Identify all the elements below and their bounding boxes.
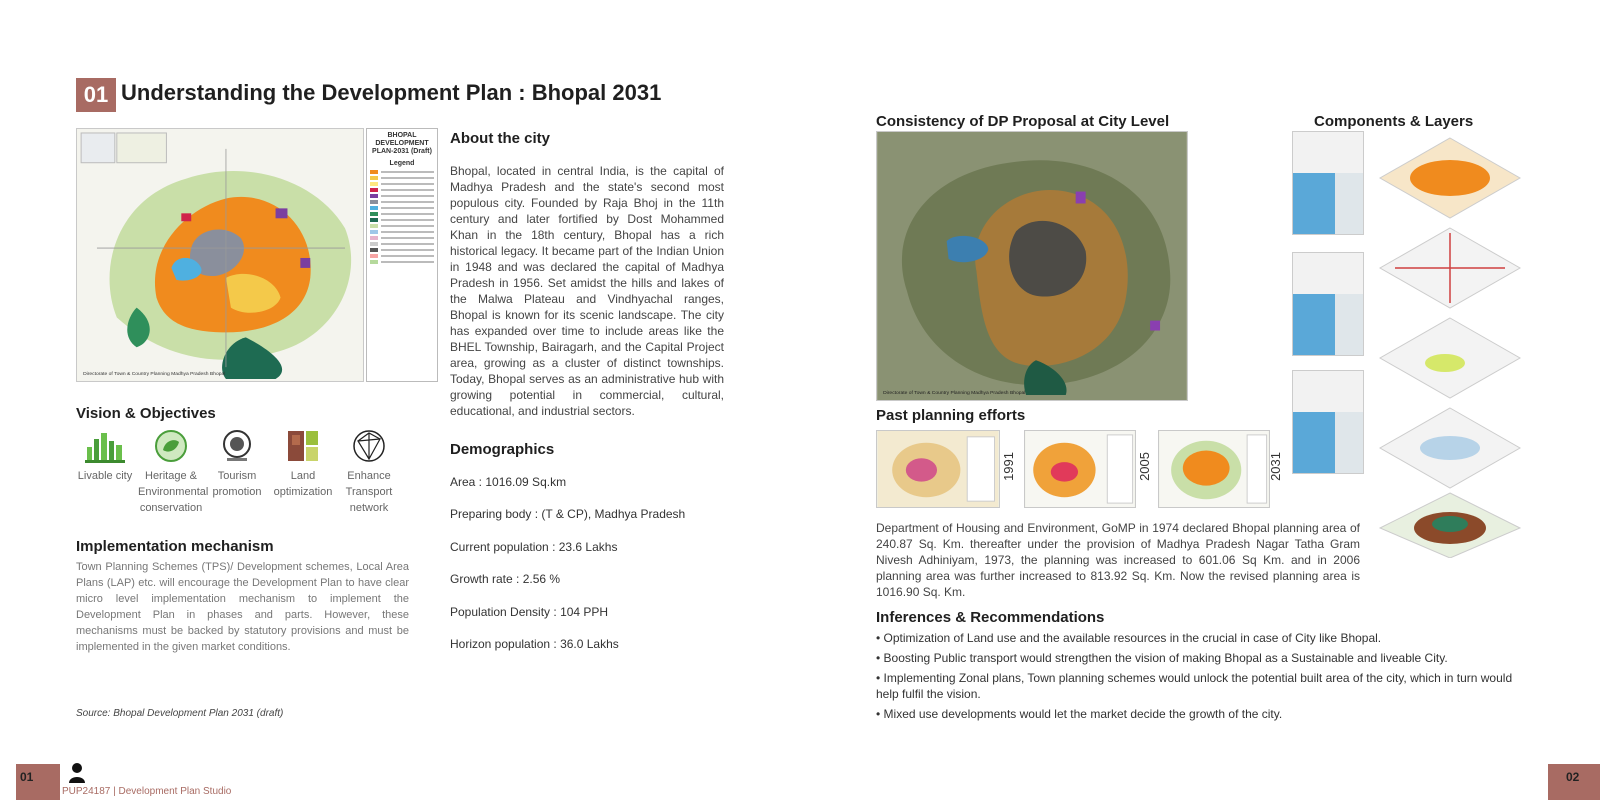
demographic-item: Area : 1016.09 Sq.km [450, 475, 567, 489]
about-heading: About the city [450, 130, 550, 147]
vision-item-label: Enhance Transport network [345, 470, 393, 514]
component-sheet-1 [1292, 131, 1364, 235]
map-legend-panel [366, 128, 438, 382]
demographic-item: Population Density : 104 PPH [450, 605, 609, 619]
past-map-2005 [1024, 430, 1136, 508]
past-map-1991 [876, 430, 1000, 508]
globe-leaf-icon [151, 426, 191, 466]
consistency-map-credit: Directorate of Town & Country Planning Madhya Pradesh Bhopal [883, 391, 1026, 397]
legend-row [370, 242, 434, 246]
vision-heading: Vision & Objectives [76, 405, 216, 422]
inferences-list [876, 630, 1526, 726]
inference-item: • Mixed use developments would let the market decide the growth of the city. [876, 707, 1283, 721]
person-icon [68, 762, 86, 789]
legend-row [370, 170, 434, 174]
vision-item-heritage [138, 426, 209, 516]
inference-item: • Optimization of Land use and the available resources in the crucial in case of City like Bhopal. [876, 631, 1382, 645]
inference-item: • Boosting Public transport would strengthen the vision of making Bhopal as a Sustainable and liveable City. [876, 651, 1448, 665]
past-planning-text: Department of Housing and Environment, GoMP in 1974 declared Bhopal planning area of 240.87 Sq. Km. thereafter under the provision of Madhya Pradesh Nagar Tatha Gram Nivesh Adhiniyam, 1973, the planning was increased to 601.06 Sq Km. and in 2006 planning area was further increased to 813.92 Sq. Km. Now the revised planning area is 1016.90 Sq. Km. [876, 521, 1360, 599]
implementation-text: Town Planning Schemes (TPS)/ Development schemes, Local Area Plans (LAP) etc. will encourage the Development Plan to have clear micro level implementation mechanism to implement the Development Plan in phases and parts. However, these mechanisms must be backed by statutory provisions and must be implemented in the given market conditions. [76, 561, 409, 653]
legend-row [370, 206, 434, 210]
components-heading: Components & Layers [1314, 113, 1474, 130]
legend-row [370, 224, 434, 228]
inference-item: • Implementing Zonal plans, Town planning schemes would unlock the potential built area of the city, which in turn would help fulfil the vision. [876, 671, 1513, 701]
map-credit: Directorate of Town & Country Planning Madhya Pradesh Bhopal [83, 372, 226, 378]
satellite-overlay-graphic [877, 132, 1187, 400]
demographic-item: Current population : 23.6 Lakhs [450, 540, 618, 554]
legend-row [370, 254, 434, 258]
past-map-2031 [1158, 430, 1270, 508]
component-sheet-2 [1292, 252, 1364, 356]
consistency-map [876, 131, 1188, 401]
demographic-item: Growth rate : 2.56 % [450, 572, 561, 586]
page-number-right: 02 [1548, 764, 1600, 800]
development-plan-map [76, 128, 364, 382]
component-sheet-3 [1292, 370, 1364, 474]
inferences-heading: Inferences & Recommendations [876, 609, 1105, 626]
vision-item-label: Land optimization [273, 470, 333, 498]
legend-row [370, 194, 434, 198]
layer-stack [1375, 128, 1525, 558]
demographic-item: Horizon population : 36.0 Lakhs [450, 637, 619, 651]
source-note: Source: Bhopal Development Plan 2031 (draft) [76, 708, 284, 719]
legend-row [370, 260, 434, 264]
network-icon [349, 426, 389, 466]
vision-item-label: Heritage & Environmental conservation [138, 470, 209, 514]
legend-row [370, 218, 434, 222]
year-label-2005: 2005 [1137, 452, 1152, 481]
section-number-badge: 01 [76, 78, 116, 112]
page-title: Understanding the Development Plan : Bhopal 2031 [121, 80, 662, 105]
demographics-heading: Demographics [450, 441, 555, 458]
legend-row [370, 248, 434, 252]
incredible-india-icon [217, 426, 257, 466]
year-label-1991: 1991 [1001, 452, 1016, 481]
legend-row [370, 230, 434, 234]
legend-row [370, 236, 434, 240]
legend-row [370, 212, 434, 216]
past-planning-heading: Past planning efforts [876, 407, 1026, 424]
vision-item-transport [336, 426, 402, 516]
about-text: Bhopal, located in central India, is the capital of Madhya Pradesh and the state's second most populous city. Founded by Raja Bhoj in the 11th century and later fortified by Dost Mohammed Khan in the 18th century, Bhopal has a rich historical legacy. It became part of the Indian Union in 1948 and was declared the capital of Madhya Pradesh in 1956. Set amidst the hills and lakes of the Malwa Plateau and Vindhyachal ranges, Bhopal is known for its scenic landscape. The city has expanded over time to include areas like the BHEL Township, Bairagarh, and the Capital Project area, growing as a cluster of distinct townships. Today, Bhopal serves as an administrative hub with growing potential in commercial, cultural, educational, and industrial sectors. [450, 164, 724, 418]
vision-item-label: Livable city [77, 470, 133, 482]
city-skyline-icon [85, 426, 125, 466]
consistency-heading: Consistency of DP Proposal at City Level [876, 113, 1170, 130]
legend-row [370, 176, 434, 180]
vision-items [72, 426, 402, 516]
legend-heading: Legend [389, 160, 415, 167]
vision-item-livable [72, 426, 138, 516]
legend-row [370, 182, 434, 186]
page-number-left: 01 [16, 764, 60, 800]
land-parcel-icon [283, 426, 323, 466]
legend-row [370, 188, 434, 192]
demographic-item: Preparing body : (T & CP), Madhya Pradesh [450, 507, 686, 521]
implementation-heading: Implementation mechanism [76, 538, 274, 555]
vision-item-land [270, 426, 336, 516]
vision-item-label: Tourism promotion [212, 470, 262, 498]
studio-label: PUP24187 | Development Plan Studio [62, 786, 232, 797]
year-label-2031: 2031 [1268, 452, 1283, 481]
legend-row [370, 200, 434, 204]
legend-title: BHOPAL DEVELOPMENT PLAN-2031 (Draft) [372, 132, 432, 155]
layer-stack-graphic [1375, 128, 1525, 558]
vision-item-tourism [204, 426, 270, 516]
land-use-map-graphic [77, 129, 363, 381]
